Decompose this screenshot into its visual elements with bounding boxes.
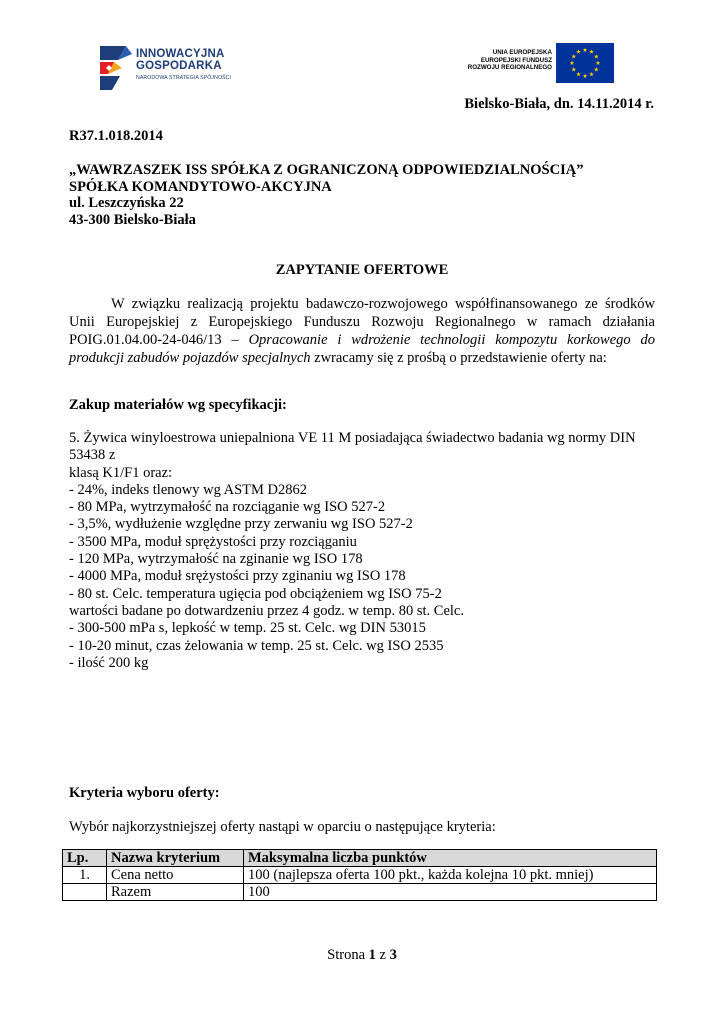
eu-star-icon — [583, 48, 588, 52]
intro-line3-italic: Opracowanie i wdrożenie technologii kompozytu korkowego do — [248, 332, 655, 348]
criteria-heading: Kryteria wyboru oferty: — [69, 785, 220, 801]
intro-line4-plain: zwracamy się z prośbą o przedstawienie oferty na: — [314, 350, 607, 366]
criteria-intro: Wybór najkorzystniejszej oferty nastąpi w oparciu o następujące kryteria: — [69, 819, 496, 835]
spec-line: wartości badane po dotwardzeniu przez 4 godz. w temp. 80 st. Celc. — [69, 602, 464, 619]
column-header-lp: Lp. — [63, 850, 107, 867]
eu-star-icon — [594, 67, 599, 71]
intro-line3 — [69, 331, 655, 349]
spec-line: 5. Żywica winyloestrowa uniepalniona VE 11 M posiadająca świadectwo badania wg normy DIN — [69, 430, 636, 446]
eu-star-icon — [571, 54, 576, 58]
ig-emblem-icon — [96, 44, 134, 94]
eu-star-icon — [576, 49, 581, 53]
eu-line3: ROZWOJU REGIONALNEGO — [467, 64, 552, 72]
spec-line: - 10-20 minut, czas żelowania w temp. 25 st. Celc. wg ISO 2535 — [69, 637, 444, 654]
spec-line: - 80 MPa, wytrzymałość na rozciąganie wg ISO 527-2 — [69, 499, 386, 516]
ig-subline: NARODOWA STRATEGIA SPÓJNOŚCI — [136, 75, 232, 81]
innowacyjna-gospodarka-logo — [96, 44, 246, 102]
eu-star-icon — [589, 72, 594, 76]
table-row — [63, 867, 657, 884]
spec-line: - 3,5%, wydłużenie względne przy zerwaniu wg ISO 527-2 — [69, 516, 413, 533]
intro-line4-italic: produkcji zabudów pojazdów specjalnych — [69, 350, 311, 366]
cell-name: Cena netto — [107, 867, 244, 884]
table-row — [63, 884, 657, 901]
ig-line2: GOSPODARKA — [136, 60, 222, 72]
eu-flag-icon — [556, 43, 614, 83]
intro-line1: W związku realizacją projektu badawczo-rozwojowego współfinansowanego ze środków — [111, 296, 655, 312]
recipient-street: ul. Leszczyńska 22 — [69, 195, 184, 212]
eu-star-icon — [589, 49, 594, 53]
cell-points: 100 (najlepsza oferta 100 pkt., każda kolejna 10 pkt. mniej) — [244, 867, 657, 884]
ig-line1: INNOWACYJNA — [136, 48, 225, 60]
spec-line: - ilość 200 kg — [69, 654, 149, 671]
spec-line: 53438 z — [69, 447, 116, 464]
spec-list — [69, 430, 659, 672]
table-header-row — [63, 850, 657, 867]
spec-line: - 120 MPa, wytrzymałość na zginanie wg ISO 178 — [69, 551, 363, 568]
spec-heading: Zakup materiałów wg specyfikacji: — [69, 397, 287, 413]
recipient-line2: SPÓŁKA KOMANDYTOWO-AKCYJNA — [69, 178, 332, 195]
footer-sep: z — [379, 947, 386, 963]
recipient-line1: „WAWRZASZEK ISS SPÓŁKA Z OGRANICZONĄ ODPOWIEDZIALNOŚCIĄ” — [69, 162, 584, 178]
eu-star-icon — [594, 54, 599, 58]
cell-points: 100 — [244, 884, 657, 901]
intro-paragraph — [69, 295, 655, 367]
eu-star-icon — [571, 67, 576, 71]
cell-lp — [63, 884, 107, 901]
page-footer — [0, 947, 724, 964]
footer-prefix: Strona — [327, 947, 366, 963]
eu-logo — [460, 43, 614, 85]
spec-line: - 3500 MPa, moduł sprężystości przy rozciąganiu — [69, 533, 357, 550]
column-header-points: Maksymalna liczba punktów — [244, 850, 657, 867]
eu-star-icon — [596, 61, 601, 65]
column-header-name: Nazwa kryterium — [107, 850, 244, 867]
eu-star-icon — [583, 74, 588, 78]
date-line: Bielsko-Biała, dn. 14.11.2014 r. — [464, 96, 654, 112]
document-title: ZAPYTANIE OFERTOWE — [275, 262, 449, 278]
cell-lp: 1. — [63, 867, 107, 884]
reference-number: R37.1.018.2014 — [69, 128, 163, 144]
intro-line4 — [69, 349, 655, 367]
spec-line: klasą K1/F1 oraz: — [69, 464, 173, 481]
eu-line2: EUROPEJSKI FUNDUSZ — [480, 56, 552, 64]
eu-star-icon — [576, 72, 581, 76]
footer-page: 1 — [368, 947, 376, 963]
eu-line1: UNIA EUROPEJSKA — [492, 49, 552, 56]
cell-name: Razem — [107, 884, 244, 901]
spec-line: - 80 st. Celc. temperatura ugięcia pod obciążeniem wg ISO 75-2 — [69, 585, 442, 602]
spec-line: - 24%, indeks tlenowy wg ASTM D2862 — [69, 481, 308, 498]
intro-line3-plain: POIG.01.04.00-24-046/13 – — [69, 332, 239, 348]
spec-line: - 4000 MPa, moduł srężystości przy zginaniu wg ISO 178 — [69, 568, 406, 585]
eu-star-icon — [570, 61, 575, 65]
footer-total: 3 — [389, 947, 397, 963]
recipient-block — [69, 162, 583, 228]
criteria-table — [62, 849, 657, 901]
spec-line: - 300-500 mPa s, lepkość w temp. 25 st. Celc. wg DIN 53015 — [69, 620, 426, 637]
recipient-city: 43-300 Bielsko-Biała — [69, 211, 196, 228]
intro-line2: Unii Europejskiej z Europejskiego Funduszu Rozwoju Regionalnego w ramach działania — [69, 314, 655, 330]
